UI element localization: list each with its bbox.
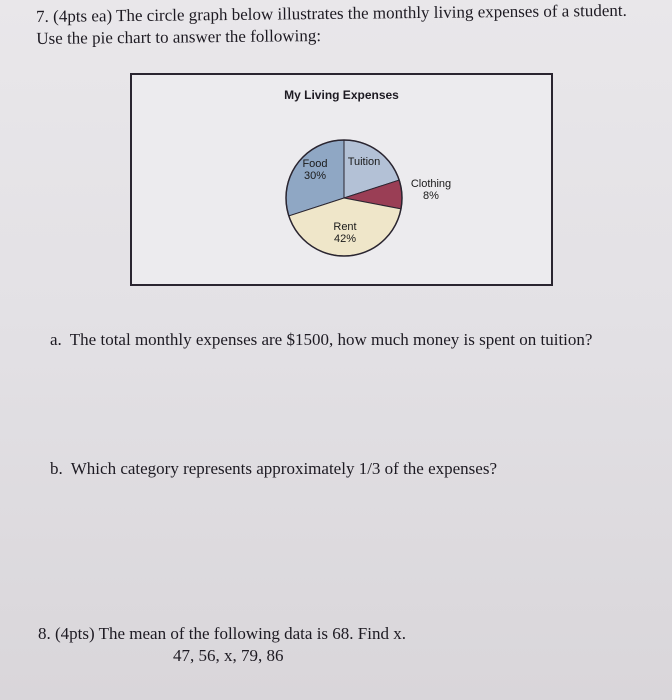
question-part-a <box>50 330 592 350</box>
pie-label-tuition-name: Tuition <box>347 156 381 168</box>
question-8: 8. (4pts) The mean of the following data is 68. Find x. <box>38 624 406 643</box>
chart-title: My Living Expenses <box>284 88 399 102</box>
pie-label-rent <box>320 221 370 245</box>
part-a-text: The total monthly expenses are $1500, how much money is spent on tuition? <box>69 330 593 349</box>
pie-label-food-name: Food <box>302 158 328 170</box>
question-8-data: 47, 56, x, 79, 86 <box>173 646 284 665</box>
question-7-line-1: 7. (4pts ea) The circle graph below illustrates the monthly living expenses of a student. <box>36 0 627 26</box>
pie-label-clothing-value: 8% <box>423 190 439 202</box>
question-part-b <box>50 459 497 479</box>
pie-label-food-value: 30% <box>303 170 327 182</box>
pie-label-clothing-name: Clothing <box>410 178 452 190</box>
part-a-marker: a. <box>50 330 62 349</box>
part-b-marker: b. <box>50 459 63 478</box>
question-7-line-2: Use the pie chart to answer the following: <box>36 26 322 48</box>
pie-label-food <box>287 158 343 182</box>
part-b-text: Which category represents approximately 1/3 of the expenses? <box>70 459 498 478</box>
pie-label-clothing <box>400 178 462 202</box>
pie-chart-box <box>130 73 553 286</box>
pie-label-tuition <box>341 156 387 168</box>
question-7-header <box>36 0 627 50</box>
pie-label-rent-value: 42% <box>333 233 357 245</box>
pie-label-rent-name: Rent <box>333 221 357 233</box>
